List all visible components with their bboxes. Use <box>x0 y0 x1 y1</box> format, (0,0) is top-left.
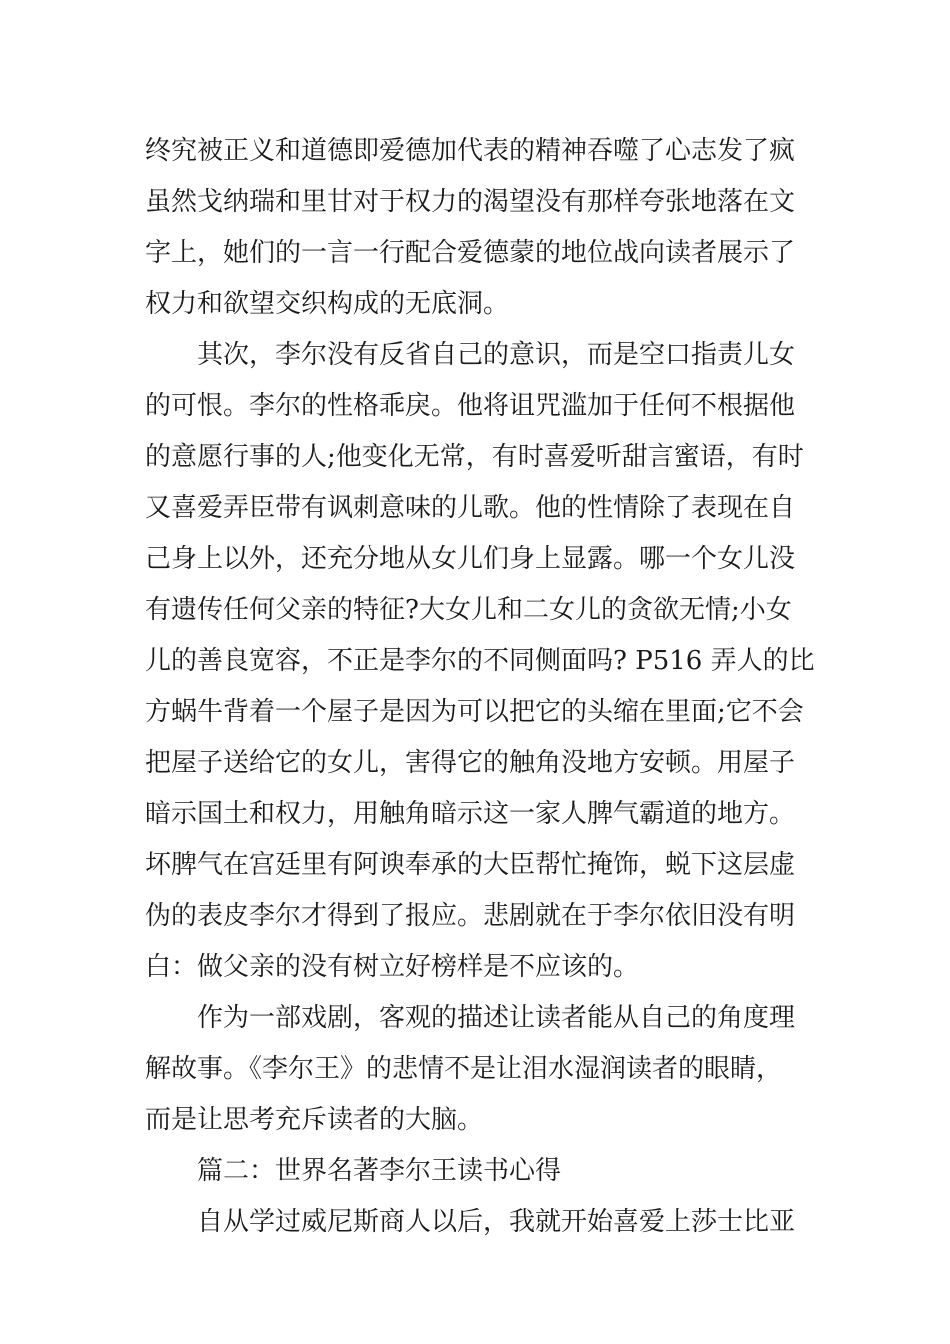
text-line: 又喜爱弄臣带有讽刺意味的儿歌。他的性情除了表现在自 <box>145 493 796 523</box>
text-line: 把屋子送给它的女儿，害得它的触角没地方安顿。用屋子 <box>145 748 796 778</box>
text-line: 伪的表皮李尔才得到了报应。悲剧就在于李尔依旧没有明 <box>145 901 796 931</box>
text-line: 的可恨。李尔的性格乖戾。他将诅咒滥加于任何不根据他 <box>145 391 796 421</box>
section-heading: 篇二：世界名著李尔王读书心得 <box>197 1156 562 1186</box>
text-line: 方蜗牛背着一个屋子是因为可以把它的头缩在里面;它不会 <box>145 697 804 727</box>
document-body <box>145 126 815 1248</box>
text-line: 己身上以外，还充分地从女儿们身上显露。哪一个女儿没 <box>145 544 796 574</box>
paragraph-first-line: 其次，李尔没有反省自己的意识，而是空口指责儿女 <box>197 340 796 370</box>
text-line: 暗示国土和权力，用触角暗示这一家人脾气霸道的地方。 <box>145 799 796 829</box>
paragraph-first-line: 作为一部戏剧，客观的描述让读者能从自己的角度理 <box>197 1003 796 1033</box>
text-line: 坏脾气在宫廷里有阿谀奉承的大臣帮忙掩饰，蜕下这层虚 <box>145 850 796 880</box>
text-line: 终究被正义和道德即爱德加代表的精神吞噬了心志发了疯 <box>145 136 796 166</box>
text-line: 权力和欲望交织构成的无底洞。 <box>145 289 510 319</box>
text-line: 解故事。《李尔王》的悲情不是让泪水湿润读者的眼睛， <box>145 1054 783 1084</box>
text-line: 而是让思考充斥读者的大脑。 <box>145 1105 484 1135</box>
text-line: 儿的善良宽容，不正是李尔的不同侧面吗? P516 弄人的比 <box>145 646 815 676</box>
text-line: 有遗传任何父亲的特征?大女儿和二女儿的贪欲无情;小女 <box>145 595 792 625</box>
paragraph-first-line: 自从学过威尼斯商人以后，我就开始喜爱上莎士比亚 <box>197 1207 796 1237</box>
text-line: 的意愿行事的人;他变化无常，有时喜爱听甜言蜜语，有时 <box>145 442 804 472</box>
text-line: 白：做父亲的没有树立好榜样是不应该的。 <box>145 952 640 982</box>
text-line: 字上，她们的一言一行配合爱德蒙的地位战向读者展示了 <box>145 238 796 268</box>
text-line: 虽然戈纳瑞和里甘对于权力的渴望没有那样夸张地落在文 <box>145 187 796 217</box>
